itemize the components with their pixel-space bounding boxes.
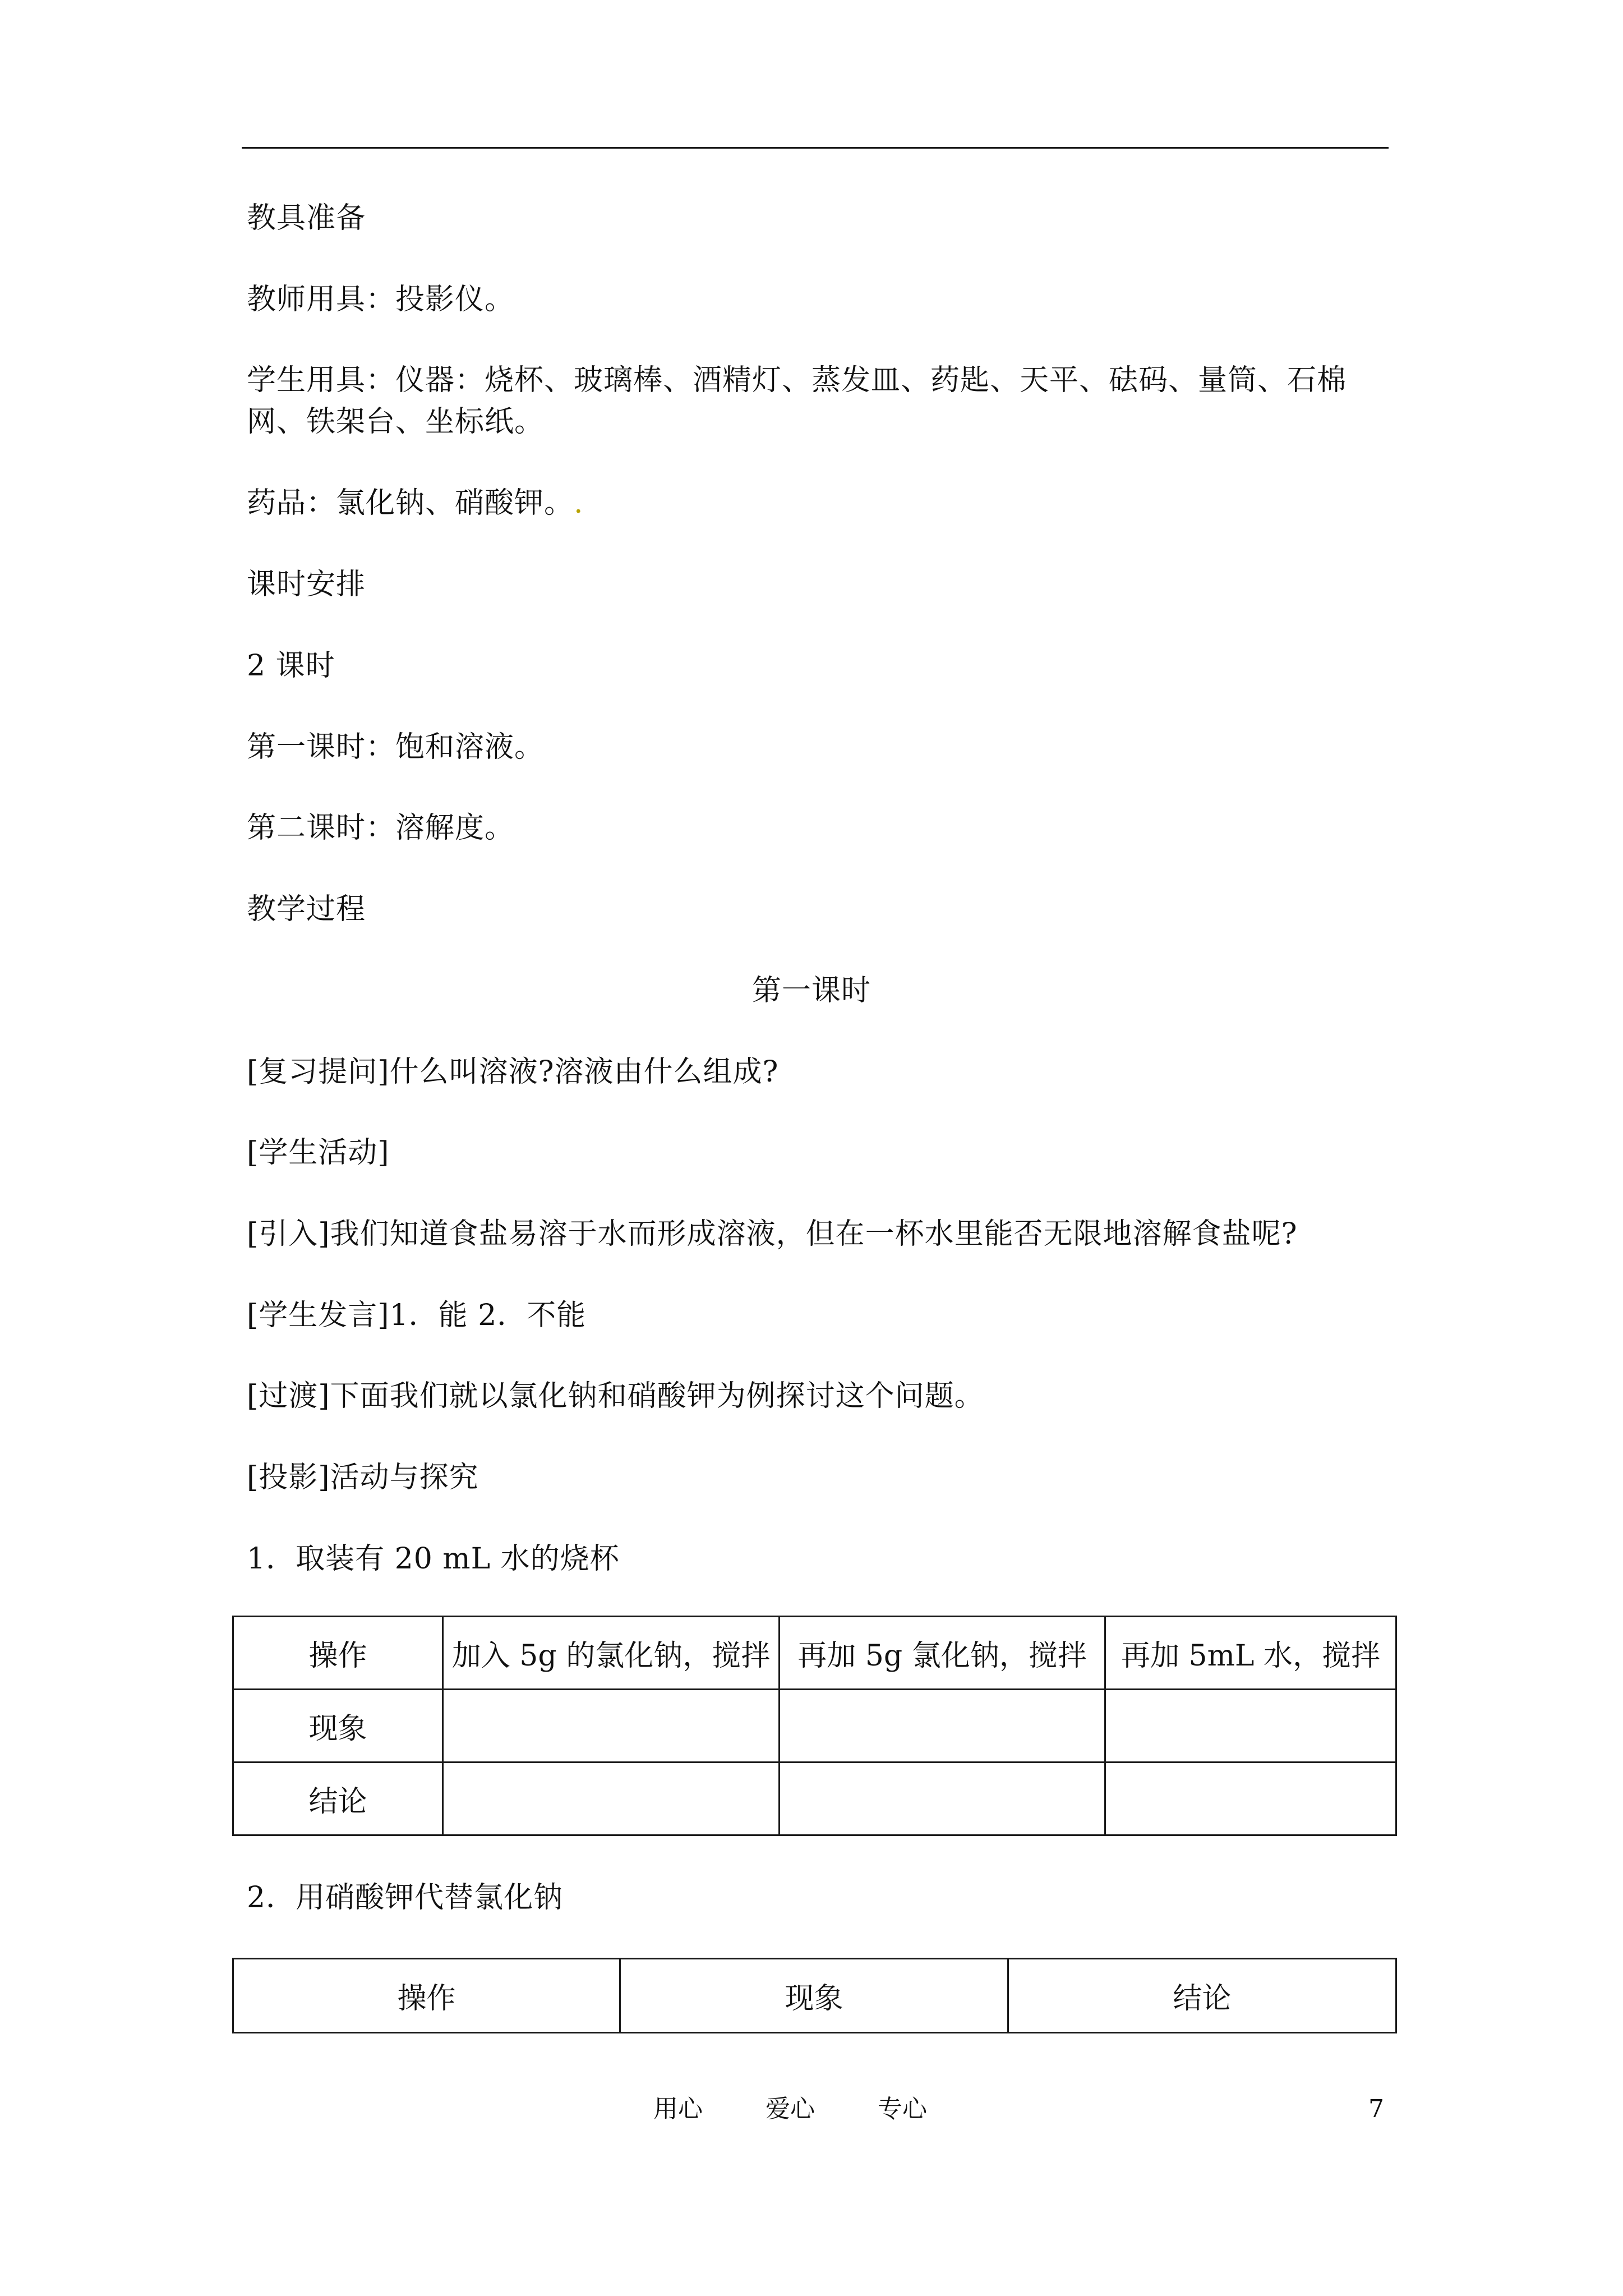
reagents-text: 药品：氯化钠、硝酸钾。 bbox=[247, 486, 574, 520]
footer-slogan bbox=[653, 2092, 927, 2126]
lesson-title: 第一课时 bbox=[751, 974, 871, 1007]
teacher-tools: 教师用具：投影仪。 bbox=[247, 283, 515, 316]
table-cell bbox=[780, 1690, 1105, 1763]
table-header-row bbox=[233, 1959, 1396, 2033]
table-cell bbox=[443, 1763, 780, 1835]
projection-activity: [投影]活动与探究 bbox=[247, 1461, 479, 1494]
lesson-count: 2 课时 bbox=[247, 649, 335, 683]
table-cell bbox=[443, 1690, 780, 1763]
section-heading-process: 教学过程 bbox=[247, 892, 366, 926]
table-cell bbox=[1105, 1763, 1396, 1835]
reagents-line bbox=[247, 482, 584, 524]
lesson-two: 第二课时：溶解度。 bbox=[247, 811, 515, 845]
footer-item: 爱心 bbox=[766, 2095, 815, 2123]
transition: [过渡]下面我们就以氯化钠和硝酸钾为例探讨这个问题。 bbox=[247, 1379, 984, 1413]
section-heading-teaching-aids: 教具准备 bbox=[247, 201, 366, 235]
table-cell: 操作 bbox=[233, 1617, 443, 1690]
student-tools: 学生用具：仪器：烧杯、玻璃棒、酒精灯、蒸发皿、药匙、天平、砝码、量筒、石棉网、铁架台、坐标纸。 bbox=[247, 364, 1347, 439]
table-row bbox=[233, 1763, 1396, 1835]
lesson-one: 第一课时：饱和溶液。 bbox=[247, 730, 545, 764]
table-header-row bbox=[233, 1617, 1396, 1690]
experiment-table-potassium-nitrate bbox=[232, 1958, 1397, 2033]
table-cell: 现象 bbox=[233, 1690, 443, 1763]
header-rule bbox=[242, 147, 1389, 149]
table-cell: 结论 bbox=[1008, 1959, 1396, 2033]
table-cell: 现象 bbox=[620, 1959, 1008, 2033]
student-answers: [学生发言]1．能 2．不能 bbox=[247, 1299, 587, 1332]
page-number: 7 bbox=[1368, 2095, 1384, 2123]
step-two: 2．用硝酸钾代替氯化钠 bbox=[247, 1881, 564, 1915]
table-cell: 再加 5g 氯化钠，搅拌 bbox=[780, 1617, 1105, 1690]
footer-item: 专心 bbox=[878, 2095, 927, 2123]
table-cell bbox=[780, 1763, 1105, 1835]
table-cell: 结论 bbox=[233, 1763, 443, 1835]
table-cell: 再加 5mL 水，搅拌 bbox=[1105, 1617, 1396, 1690]
table-cell bbox=[1105, 1690, 1396, 1763]
student-activity: [学生活动] bbox=[247, 1136, 390, 1170]
section-heading-schedule: 课时安排 bbox=[247, 568, 366, 601]
table-cell: 加入 5g 的氯化钠，搅拌 bbox=[443, 1617, 780, 1690]
step-one: 1．取装有 20 mL 水的烧杯 bbox=[247, 1542, 620, 1576]
stray-mark: . bbox=[574, 486, 584, 520]
review-question: [复习提问]什么叫溶液?溶液由什么组成? bbox=[247, 1055, 779, 1089]
table-cell: 操作 bbox=[233, 1959, 620, 2033]
experiment-table-sodium-chloride bbox=[232, 1616, 1397, 1836]
introduction: [引入]我们知道食盐易溶于水而形成溶液，但在一杯水里能否无限地溶解食盐呢? bbox=[247, 1217, 1298, 1251]
table-row bbox=[233, 1690, 1396, 1763]
footer-item: 用心 bbox=[653, 2095, 703, 2123]
